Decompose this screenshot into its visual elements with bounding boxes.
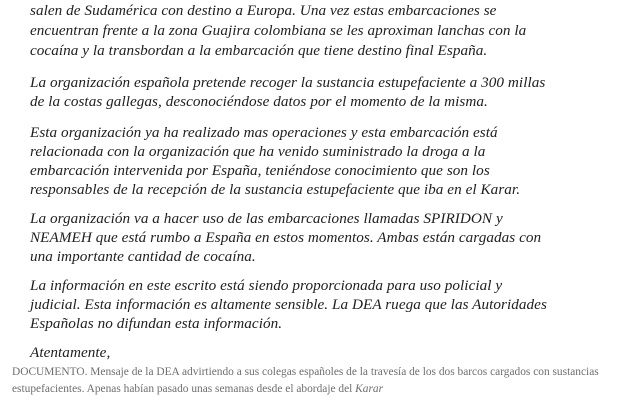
- letter-line: La organización española pretende recoger la sustancia estupefaciente a 300 millas: [30, 74, 546, 91]
- letter-line: judicial. Esta información es altamente sensible. La DEA ruega que las Autoridades: [30, 296, 547, 313]
- letter-line: Esta organización ya ha realizado mas operaciones y esta embarcación está: [30, 124, 498, 141]
- photo-caption: [12, 364, 634, 398]
- letter-line: una importante cantidad de cocaína.: [30, 248, 256, 265]
- letter-line: de la costas gallegas, desconociéndose datos por el momento de la misma.: [30, 93, 488, 110]
- letter-line: relacionada con la organización que ha venido suministrado la droga a la: [30, 143, 486, 160]
- caption-text: Mensaje de la DEA advirtiendo a sus colegas españoles de la travesía de los dos barcos cargados con sustancias estupefacientes. Apenas habían pasado unas semanas desde el abordaje del: [12, 366, 599, 395]
- caption-vessel-name: Karar: [355, 383, 384, 395]
- caption-label: DOCUMENTO.: [12, 366, 88, 378]
- letter-line: cocaína y la transbordan a la embarcación que tiene destino final España.: [30, 42, 488, 59]
- letter-line: encuentran frente a la zona Guajira colombiana se les aproximan lanchas con la: [30, 22, 527, 39]
- letter-line: responsables de la recepción de la sustancia estupefaciente que iba en el Karar.: [30, 181, 521, 198]
- letter-closing: Atentamente,: [30, 344, 111, 360]
- letter-line: Españolas no difundan esta información.: [30, 315, 283, 332]
- letter-line: La organización va a hacer uso de las embarcaciones llamadas SPIRIDON y: [30, 210, 503, 227]
- letter-line: embarcación intervenida por España, teniéndose conocimiento que son los: [30, 162, 490, 179]
- letter-line: salen de Sudamérica con destino a Europa. Una vez estas embarcaciones se: [30, 2, 497, 19]
- letter-line: NEAMEH que está rumbo a España en estos momentos. Ambas están cargadas con: [30, 229, 542, 246]
- letter-line: La información en este escrito está siendo proporcionada para uso policial y: [30, 277, 503, 294]
